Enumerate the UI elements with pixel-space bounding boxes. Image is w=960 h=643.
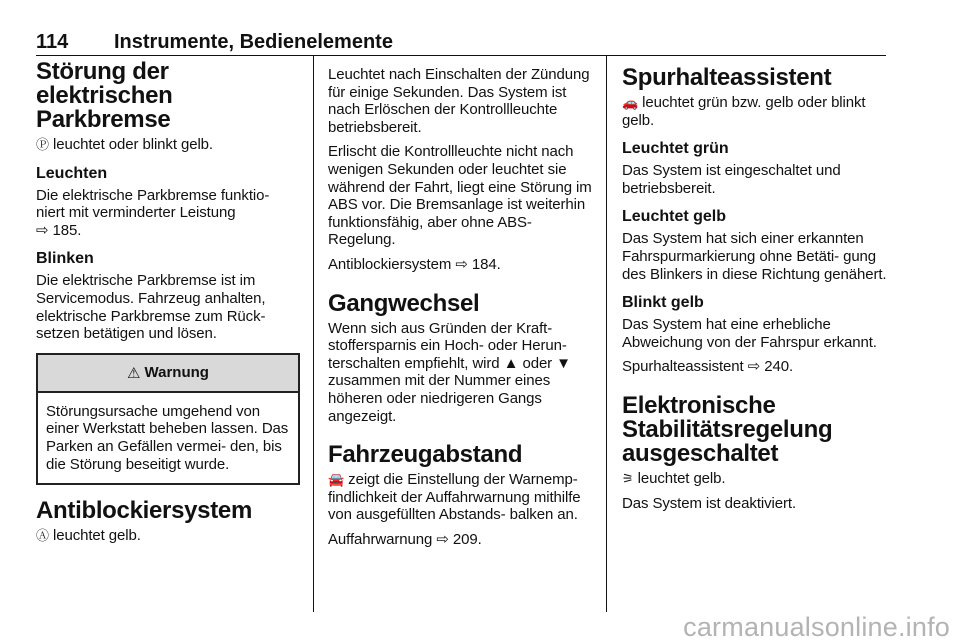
paragraph-blink: Das System hat eine erhebliche Abweichung von der Fahrspur erkannt. [622, 316, 877, 351]
chapter-title: Instrumente, Bedienelemente [114, 31, 393, 53]
page-reference-link[interactable]: 209. [452, 530, 482, 548]
page-reference-link[interactable]: 240. [764, 358, 794, 376]
paragraph-yellow: Das System hat sich einer erkannten Fahrspurmarkierung ohne Betäti‐ gung des Blinkers in diese Richtung genähert. [622, 230, 887, 283]
section-title-esc-off: Elektronische Stabilitätsregelung ausgeschaltet [622, 391, 833, 467]
esc-intro: ⚞ leuchtet gelb. [622, 469, 726, 487]
reference-arrow-icon: ⇨ [436, 530, 449, 548]
abs-paragraph-2: Erlischt die Kontrollleuchte nicht nach wenigen Sekunden oder leuchtet sie während der Fahrt, liegt eine Störung im ABS vor. Die Bremsanlage ist weiterhin funktionsfähig, aber ohne ABS-Regelung. [328, 143, 592, 249]
reference-arrow-icon: ⇨ [747, 358, 761, 376]
paragraph-green: Das System ist eingeschaltet und betriebsbereit. [622, 162, 841, 197]
subheading-leuchten: Leuchten [36, 164, 108, 182]
lane-keep-icon: 🚗 [622, 95, 639, 110]
page-reference-link[interactable]: 185. [52, 221, 82, 239]
abs-paragraph-1: Leuchtet nach Einschalten der Zündung für einige Sekunden. Das System ist nach Erlöschen der Kontrollleuchte betriebsbereit. [328, 66, 590, 136]
watermark: carmanualsonline.info [683, 612, 950, 642]
warning-body [38, 393, 298, 483]
section-title-lane-keep: Spurhalteassistent [622, 64, 832, 91]
esc-text: Das System ist deaktiviert. [622, 494, 797, 512]
esc-off-icon: ⚞ [622, 470, 634, 486]
page-reference-link[interactable]: 184. [471, 255, 501, 273]
subheading-blink: Blinkt gelb [622, 294, 704, 312]
reference-arrow-icon: ⇨ [455, 255, 468, 273]
header-rule [36, 55, 886, 56]
paragraph-blinken: Die elektrische Parkbremse ist im Servicemodus. Fahrzeug anhalten, elektrische Parkbremse zum Rück‐ setzen betätigen und lösen. [36, 272, 266, 343]
lane-keep-reference: Spurhalteassistent ⇨ 240. [622, 358, 794, 376]
column-1 [36, 60, 300, 552]
page-header [36, 30, 886, 56]
column-2 [328, 60, 592, 555]
parking-brake-intro: Ⓟ leuchtet oder blinkt gelb. [36, 136, 213, 153]
column-3 [622, 60, 888, 519]
section-title-parking-brake: Störung der elektrischen Parkbremse [36, 58, 173, 133]
column-divider-2 [606, 56, 607, 612]
subheading-yellow: Leuchtet gelb [622, 208, 727, 226]
shift-down-icon: ▼ [556, 354, 571, 372]
subheading-green: Leuchtet grün [622, 140, 729, 158]
section-title-abs: Antiblockiersystem [36, 497, 253, 525]
paragraph-leuchten: Die elektrische Parkbremse funktio‐ niert mit verminderter Leistung ⇨ 185. [36, 186, 270, 239]
column-divider-1 [313, 56, 314, 612]
lane-keep-intro: 🚗 leuchtet grün bzw. gelb oder blinkt gelb. [622, 94, 866, 129]
vehicle-distance-paragraph: 🚘 zeigt die Einstellung der Warnemp‐ findlichkeit der Auffahrwarnung mithilfe von ausgefüllten Abstands‐ balken an. [328, 471, 581, 524]
shift-up-icon: ▲ [503, 354, 519, 372]
parking-brake-fault-icon: Ⓟ [36, 137, 49, 152]
warning-label: Warnung [144, 364, 209, 382]
subheading-blinken: Blinken [36, 250, 94, 268]
vehicle-distance-reference: Auffahrwarnung ⇨ 209. [328, 530, 482, 548]
warning-box [36, 353, 300, 485]
section-title-gear-shift: Gangwechsel [328, 289, 480, 317]
section-title-vehicle-distance: Fahrzeugabstand [328, 441, 523, 469]
warning-text: Störungsursache umgehend von einer Werkstatt beheben lassen. Das Parken an Gefällen vermei‐ den, bis die Störung beseitigt wurde. [46, 402, 289, 473]
warning-triangle-icon: ⚠ [127, 364, 141, 382]
vehicle-distance-icon: 🚘 [328, 472, 345, 488]
abs-reference: Antiblockiersystem ⇨ 184. [328, 255, 501, 273]
reference-arrow-icon: ⇨ [36, 221, 49, 239]
abs-icon: Ⓐ [36, 528, 49, 544]
abs-intro: Ⓐ leuchtet gelb. [36, 527, 141, 545]
warning-header [38, 355, 298, 393]
gear-shift-paragraph: Wenn sich aus Gründen der Kraft‐ stoffersparnis ein Hoch- oder Herun‐ terschalten empfiehlt, wird ▲ oder ▼ zusammen mit der Nummer eines höheren oder niedrigeren Gangs angezeigt. [328, 319, 571, 425]
page-number: 114 [36, 31, 69, 53]
